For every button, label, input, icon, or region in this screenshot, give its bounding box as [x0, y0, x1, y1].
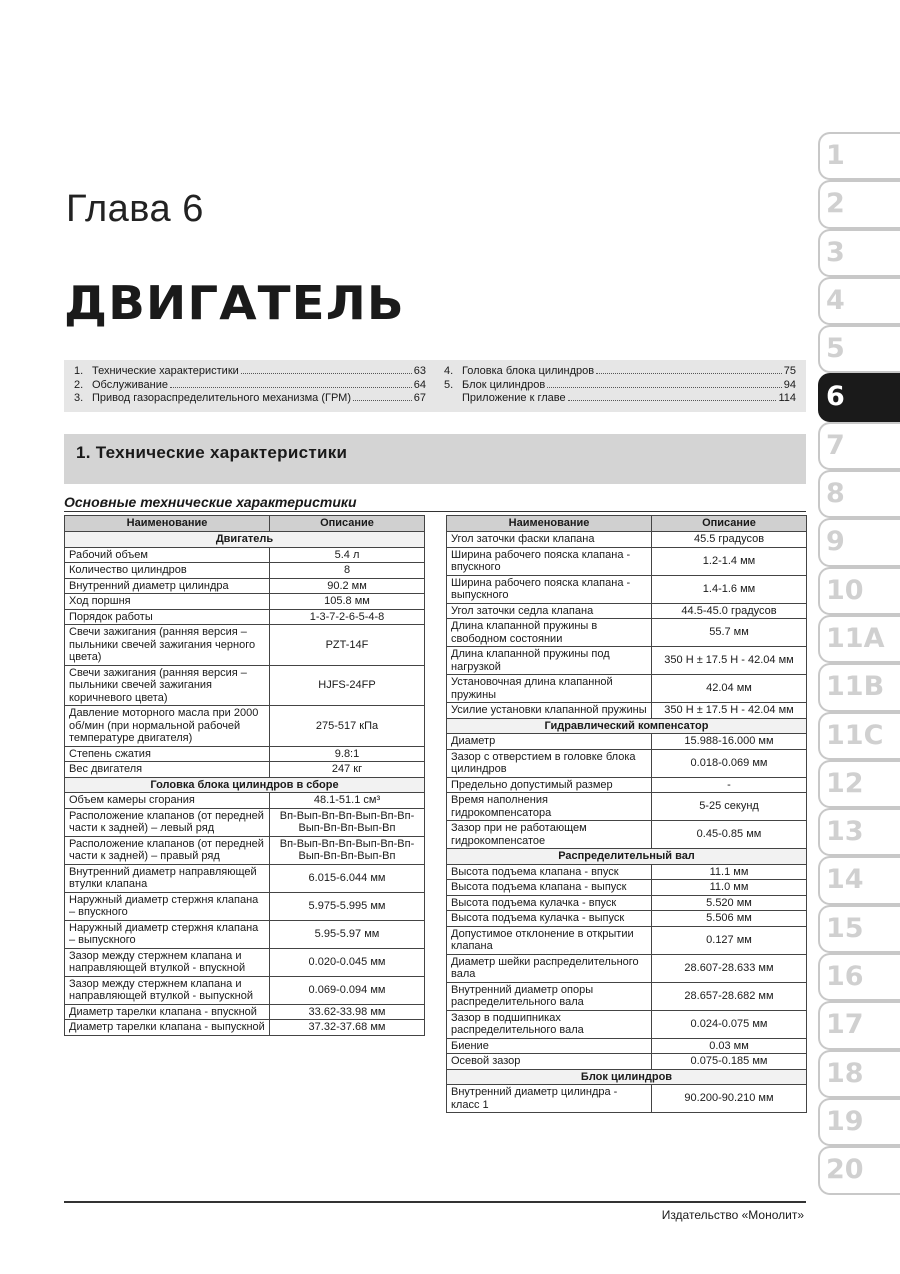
spec-value: 5.520 мм: [652, 895, 807, 911]
toc-leader-dots: [568, 400, 777, 401]
table-row: [65, 864, 425, 892]
chapter-tab-18[interactable]: [818, 1050, 900, 1098]
spec-name: Диаметр тарелки клапана - выпускной: [65, 1020, 270, 1036]
chapter-tab-label: 11A: [826, 622, 885, 654]
toc-item-number: 3.: [74, 392, 84, 404]
chapter-tab-10[interactable]: [818, 567, 900, 615]
spec-value: 105.8 мм: [270, 594, 425, 610]
table-row: [65, 547, 425, 563]
table-of-contents: [64, 360, 806, 412]
spec-name: Длина клапанной пружины под нагрузкой: [447, 647, 652, 675]
table-row: [65, 609, 425, 625]
toc-item-text: Блок цилиндров: [462, 378, 546, 391]
spec-name: Угол заточки седла клапана: [447, 603, 652, 619]
spec-value: PZT-14F: [270, 625, 425, 666]
spec-value: 350 Н ± 17.5 Н - 42.04 мм: [652, 703, 807, 719]
spec-name: Свечи зажигания (ранняя версия – пыльники свечей зажигания черного цвета): [65, 625, 270, 666]
spec-value: 0.020-0.045 мм: [270, 948, 425, 976]
spec-name: Наружный диаметр стержня клапана – выпускного: [65, 920, 270, 948]
table-row: [447, 864, 807, 880]
spec-value: 0.069-0.094 мм: [270, 976, 425, 1004]
spec-value: 0.45-0.85 мм: [652, 821, 807, 849]
chapter-tab-16[interactable]: [818, 953, 900, 1001]
chapter-tab-11a[interactable]: [818, 615, 900, 663]
toc-leader-dots: [241, 373, 412, 374]
table-row: [447, 619, 807, 647]
table-header-row: [65, 516, 425, 532]
spec-value: 0.024-0.075 мм: [652, 1010, 807, 1038]
spec-value: -: [652, 777, 807, 793]
spec-table-left: [64, 515, 425, 1036]
chapter-tab-label: 12: [826, 767, 864, 799]
toc-item-number: 4.: [444, 365, 454, 377]
spec-name: Высота подъема кулачка - выпуск: [447, 911, 652, 927]
spec-value: 28.607-28.633 мм: [652, 954, 807, 982]
table-row: [447, 954, 807, 982]
table-row: [65, 1020, 425, 1036]
table-row: [447, 703, 807, 719]
chapter-tabs: [818, 132, 900, 1195]
chapter-tab-13[interactable]: [818, 808, 900, 856]
chapter-tab-9[interactable]: [818, 518, 900, 566]
spec-name: Зазор между стержнем клапана и направляющей втулкой - выпускной: [65, 976, 270, 1004]
spec-name: Предельно допустимый размер: [447, 777, 652, 793]
toc-leader-dots: [353, 400, 412, 401]
spec-value: 5.975-5.995 мм: [270, 892, 425, 920]
toc-item-text: Технические характеристики: [92, 365, 239, 377]
spec-name: Угол заточки фаски клапана: [447, 532, 652, 548]
spec-value: Вп-Вып-Вп-Вп-Вып-Вп-Вп-Вып-Вп-Вп-Вып-Вп: [270, 836, 425, 864]
spec-name: Высота подъема кулачка - впуск: [447, 895, 652, 911]
table-row: [447, 793, 807, 821]
chapter-tab-label: 18: [826, 1057, 864, 1089]
chapter-tab-2[interactable]: [818, 180, 900, 228]
chapter-tab-11c[interactable]: [818, 712, 900, 760]
spec-value: 6.015-6.044 мм: [270, 864, 425, 892]
table-row: [65, 920, 425, 948]
spec-value: HJFS-24FP: [270, 665, 425, 706]
table-row: [447, 982, 807, 1010]
spec-name: Вес двигателя: [65, 762, 270, 778]
spec-value: 247 кг: [270, 762, 425, 778]
spec-value: 350 Н ± 17.5 Н - 42.04 мм: [652, 647, 807, 675]
spec-name: Диаметр: [447, 734, 652, 750]
chapter-tab-label: 17: [826, 1009, 864, 1041]
table-row: [447, 1010, 807, 1038]
spec-value: 9.8:1: [270, 746, 425, 762]
chapter-tab-11b[interactable]: [818, 663, 900, 711]
spec-value: 0.075-0.185 мм: [652, 1054, 807, 1070]
table-row: [65, 594, 425, 610]
table-row: [447, 926, 807, 954]
table-row: [447, 647, 807, 675]
chapter-tab-4[interactable]: [818, 277, 900, 325]
table-row: [65, 625, 425, 666]
table-group-row: [447, 718, 807, 734]
footer-divider: [64, 1201, 806, 1203]
table-row: [447, 1085, 807, 1113]
spec-name: Зазор между стержнем клапана и направляющей втулкой - впускной: [65, 948, 270, 976]
spec-value: Вп-Вып-Вп-Вп-Вып-Вп-Вп-Вып-Вп-Вп-Вып-Вп: [270, 808, 425, 836]
spec-value: 1.4-1.6 мм: [652, 575, 807, 603]
spec-name: Установочная длина клапанной пружины: [447, 675, 652, 703]
chapter-tab-label: 20: [826, 1154, 864, 1186]
publisher-credit: Издательство «Монолит»: [661, 1208, 804, 1222]
group-title: Блок цилиндров: [447, 1069, 807, 1085]
table-row: [65, 746, 425, 762]
toc-item-text: Обслуживание: [92, 378, 168, 391]
chapter-tab-label: 4: [826, 284, 845, 316]
table-row: [447, 911, 807, 927]
spec-name: Рабочий объем: [65, 547, 270, 563]
spec-value: 44.5-45.0 градусов: [652, 603, 807, 619]
toc-leader-dots: [170, 387, 412, 388]
toc-item[interactable]: [444, 365, 796, 379]
table-row: [447, 1038, 807, 1054]
toc-item-number: 5.: [444, 378, 454, 391]
table-row: [65, 563, 425, 579]
spec-name: Давление моторного масла при 2000 об/мин (при нормальной рабочей температуре двигателя): [65, 706, 270, 747]
toc-item-text: Привод газораспределительного механизма (ГРМ): [92, 392, 352, 404]
toc-item-page: 63: [413, 365, 426, 377]
chapter-tab-19[interactable]: [818, 1098, 900, 1146]
table-row: [65, 948, 425, 976]
table-row: [65, 836, 425, 864]
spec-name: Допустимое отклонение в открытии клапана: [447, 926, 652, 954]
chapter-tab-label: 5: [826, 333, 845, 365]
spec-name: Зазор при не работающем гидрокомпенсатое: [447, 821, 652, 849]
column-header-description: Описание: [270, 516, 425, 532]
group-title: Распределительный вал: [447, 849, 807, 865]
table-row: [65, 706, 425, 747]
spec-name: Внутренний диаметр направляющей втулки клапана: [65, 864, 270, 892]
toc-leader-dots: [547, 387, 782, 388]
spec-name: Внутренний диаметр опоры распределительного вала: [447, 982, 652, 1010]
chapter-tab-17[interactable]: [818, 1001, 900, 1049]
chapter-tab-label: 11C: [826, 719, 884, 751]
table-row: [65, 1004, 425, 1020]
toc-item[interactable]: [74, 365, 426, 379]
spec-name: Порядок работы: [65, 609, 270, 625]
chapter-tab-label: 1: [826, 140, 845, 171]
column-header-name: Наименование: [447, 516, 652, 532]
table-row: [447, 734, 807, 750]
spec-value: 0.018-0.069 мм: [652, 749, 807, 777]
chapter-tab-12[interactable]: [818, 760, 900, 808]
chapter-tab-7[interactable]: [818, 422, 900, 470]
toc-item-page: 114: [778, 392, 796, 404]
spec-value: 5.506 мм: [652, 911, 807, 927]
spec-name: Диаметр шейки распределительного вала: [447, 954, 652, 982]
spec-value: 1.2-1.4 мм: [652, 547, 807, 575]
table-row: [447, 603, 807, 619]
toc-item[interactable]: [74, 379, 426, 393]
table-row: [447, 575, 807, 603]
table-row: [65, 892, 425, 920]
toc-item-page: 75: [783, 365, 796, 377]
toc-leader-dots: [596, 373, 782, 374]
spec-value: 0.03 мм: [652, 1038, 807, 1054]
spec-name: Высота подъема клапана - выпуск: [447, 880, 652, 896]
chapter-tab-3[interactable]: [818, 229, 900, 277]
section-header-bar: [64, 434, 806, 484]
chapter-tab-label: 8: [826, 478, 845, 510]
section-title: 1. Технические характеристики: [76, 443, 348, 462]
column-header-description: Описание: [652, 516, 807, 532]
spec-value: 15.988-16.000 мм: [652, 734, 807, 750]
chapter-tab-1[interactable]: [818, 132, 900, 180]
toc-item[interactable]: [74, 392, 426, 406]
spec-value: 5.95-5.97 мм: [270, 920, 425, 948]
table-group-row: [65, 777, 425, 793]
table-row: [447, 1054, 807, 1070]
toc-item-number: 2.: [74, 378, 84, 391]
toc-item-page: 64: [413, 378, 426, 391]
table-row: [65, 808, 425, 836]
spec-value: 48.1-51.1 см³: [270, 793, 425, 809]
table-row: [447, 895, 807, 911]
spec-name: Диаметр тарелки клапана - впускной: [65, 1004, 270, 1020]
spec-name: Внутренний диаметр цилиндра - класс 1: [447, 1085, 652, 1113]
toc-item-page: 67: [413, 392, 426, 404]
toc-item[interactable]: [444, 392, 796, 406]
table-header-row: [447, 516, 807, 532]
spec-name: Биение: [447, 1038, 652, 1054]
table-row: [447, 532, 807, 548]
spec-name: Длина клапанной пружины в свободном состоянии: [447, 619, 652, 647]
spec-name: Ход поршня: [65, 594, 270, 610]
chapter-tab-label: 13: [826, 816, 864, 848]
spec-value: 8: [270, 563, 425, 579]
spec-value: 11.0 мм: [652, 880, 807, 896]
chapter-tab-label: 9: [826, 526, 845, 558]
toc-item-text: Приложение к главе: [462, 392, 566, 404]
spec-name: Усилие установки клапанной пружины: [447, 703, 652, 719]
spec-value: 37.32-37.68 мм: [270, 1020, 425, 1036]
spec-value: 5.4 л: [270, 547, 425, 563]
table-row: [447, 777, 807, 793]
spec-value: 90.200-90.210 мм: [652, 1085, 807, 1113]
table-row: [447, 547, 807, 575]
chapter-tab-8[interactable]: [818, 470, 900, 518]
spec-name: Свечи зажигания (ранняя версия – пыльники свечей зажигания коричневого цвета): [65, 665, 270, 706]
spec-name: Зазор с отверстием в головке блока цилиндров: [447, 749, 652, 777]
spec-value: 55.7 мм: [652, 619, 807, 647]
table-row: [65, 665, 425, 706]
chapter-tab-label: 16: [826, 961, 864, 993]
spec-value: 11.1 мм: [652, 864, 807, 880]
chapter-tab-20[interactable]: [818, 1146, 900, 1194]
toc-item-number: 1.: [74, 365, 84, 377]
chapter-tab-label: 7: [826, 429, 845, 461]
table-group-row: [447, 849, 807, 865]
table-row: [65, 762, 425, 778]
table-group-row: [65, 532, 425, 548]
spec-value: 90.2 мм: [270, 578, 425, 594]
spec-name: Объем камеры сгорания: [65, 793, 270, 809]
spec-value: 275-517 кПа: [270, 706, 425, 747]
spec-value: 5-25 секунд: [652, 793, 807, 821]
table-row: [65, 793, 425, 809]
spec-value: 1-3-7-2-6-5-4-8: [270, 609, 425, 625]
chapter-tab-label: 19: [826, 1105, 864, 1137]
chapter-tab-14[interactable]: [818, 856, 900, 904]
group-title: Головка блока цилиндров в сборе: [65, 777, 425, 793]
spec-name: Время наполнения гидрокомпенсатора: [447, 793, 652, 821]
column-header-name: Наименование: [65, 516, 270, 532]
spec-value: 28.657-28.682 мм: [652, 982, 807, 1010]
chapter-tab-label: 2: [826, 188, 845, 220]
chapter-tab-label: 11B: [826, 671, 885, 703]
spec-name: Внутренний диаметр цилиндра: [65, 578, 270, 594]
chapter-tab-label: 15: [826, 912, 864, 944]
spec-name: Ширина рабочего пояска клапана - впускного: [447, 547, 652, 575]
group-title: Гидравлический компенсатор: [447, 718, 807, 734]
table-row: [447, 675, 807, 703]
chapter-tab-label: 6: [826, 381, 845, 413]
chapter-tab-6[interactable]: [818, 373, 900, 421]
chapter-tab-label: 3: [826, 236, 845, 268]
table-row: [447, 749, 807, 777]
table-row: [447, 821, 807, 849]
toc-column-left: [74, 365, 426, 406]
spec-name: Зазор в подшипниках распределительного вала: [447, 1010, 652, 1038]
spec-name: Ширина рабочего пояска клапана - выпускного: [447, 575, 652, 603]
table-row: [447, 880, 807, 896]
spec-table-right: [446, 515, 807, 1113]
spec-name: Осевой зазор: [447, 1054, 652, 1070]
chapter-title: ДВИГАТЕЛЬ: [64, 276, 405, 330]
spec-name: Наружный диаметр стержня клапана – впускного: [65, 892, 270, 920]
spec-name: Расположение клапанов (от передней части к задней) – левый ряд: [65, 808, 270, 836]
spec-name: Высота подъема клапана - впуск: [447, 864, 652, 880]
spec-name: Количество цилиндров: [65, 563, 270, 579]
spec-name: Степень сжатия: [65, 746, 270, 762]
chapter-label: Глава 6: [66, 188, 204, 230]
chapter-tab-label: 10: [826, 574, 864, 606]
toc-item[interactable]: [444, 379, 796, 393]
table-group-row: [447, 1069, 807, 1085]
spec-value: 45.5 градусов: [652, 532, 807, 548]
sub-heading: Основные технические характеристики: [64, 494, 357, 510]
chapter-tab-15[interactable]: [818, 905, 900, 953]
table-row: [65, 976, 425, 1004]
spec-value: 0.127 мм: [652, 926, 807, 954]
chapter-tab-label: 14: [826, 864, 864, 896]
spec-value: 33.62-33.98 мм: [270, 1004, 425, 1020]
toc-column-right: [444, 365, 796, 406]
spec-value: 42.04 мм: [652, 675, 807, 703]
group-title: Двигатель: [65, 532, 425, 548]
toc-item-text: Головка блока цилиндров: [462, 365, 595, 377]
spec-name: Расположение клапанов (от передней части к задней) – правый ряд: [65, 836, 270, 864]
divider: [64, 511, 806, 512]
toc-item-page: 94: [783, 378, 796, 391]
chapter-tab-5[interactable]: [818, 325, 900, 373]
table-row: [65, 578, 425, 594]
